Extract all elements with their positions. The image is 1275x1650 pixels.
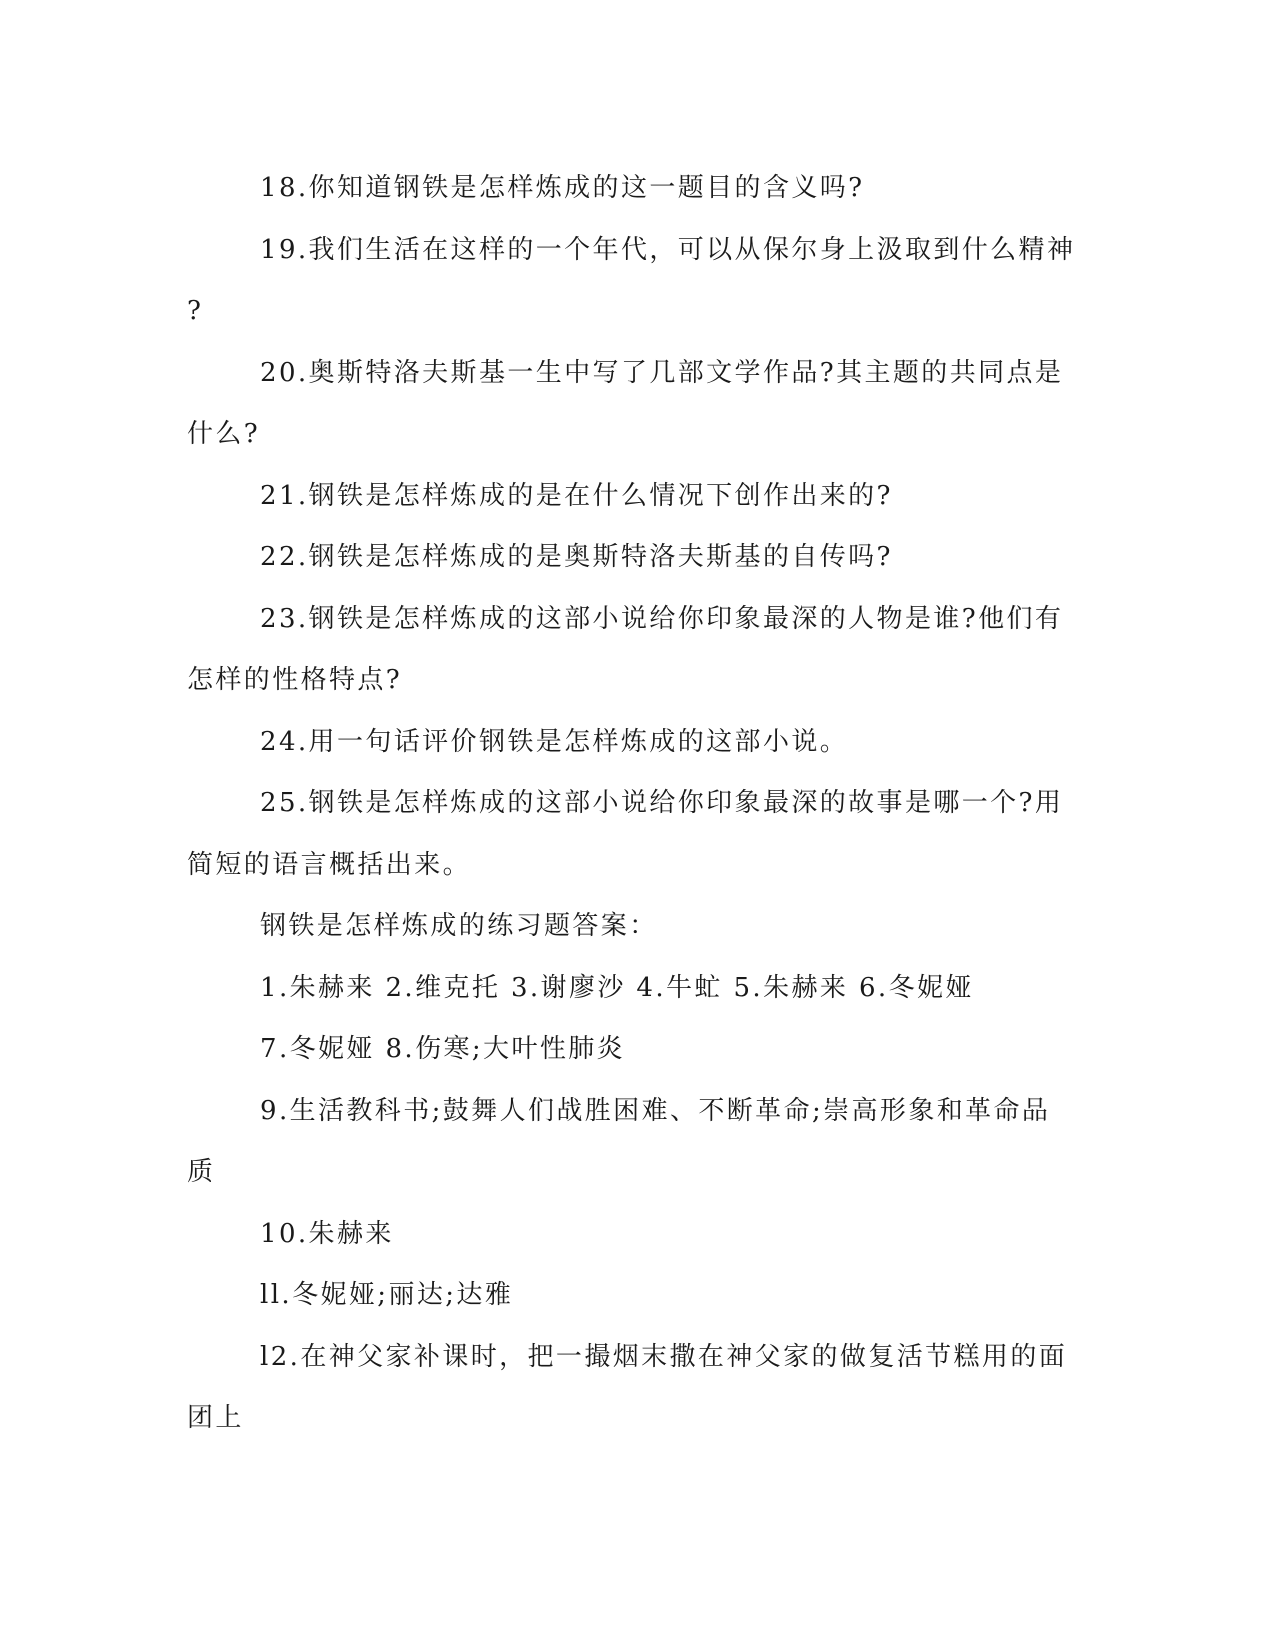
document-body [187,158,1087,1450]
question-23-continuation: 怎样的性格特点? [187,665,403,695]
question-19-continuation: ? [187,296,204,326]
question-18: 18.你知道钢铁是怎样炼成的这一题目的含义吗? [260,173,865,203]
answer-11: ll.冬妮娅;丽达;达雅 [260,1280,514,1310]
question-20: 20.奥斯特洛夫斯基一生中写了几部文学作品?其主题的共同点是 [260,357,1064,388]
question-21: 21.钢铁是怎样炼成的是在什么情况下创作出来的? [260,480,893,511]
answer-9: 9.生活教科书;鼓舞人们战胜困难、不断革命;崇高形象和革命品 [260,1095,1051,1126]
question-25: 25.钢铁是怎样炼成的这部小说给你印象最深的故事是哪一个?用 [260,788,1064,818]
answers-7-8: 7.冬妮娅 8.伤寒;大叶性肺炎 [260,1034,626,1064]
question-19: 19.我们生活在这样的一个年代，可以从保尔身上汲取到什么精神 [260,234,1076,265]
question-20-continuation: 什么? [187,419,261,449]
question-24: 24.用一句话评价钢铁是怎样炼成的这部小说。 [260,726,849,757]
question-25-continuation: 简短的语言概括出来。 [187,849,472,880]
answer-12-continuation: 团上 [187,1403,244,1433]
answer-10: 10.朱赫来 [260,1218,394,1249]
answers-1-6: 1.朱赫来 2.维克托 3.谢廖沙 4.牛虻 5.朱赫来 6.冬妮娅 [260,972,974,1003]
answer-12: l2.在神父家补课时，把一撮烟末撒在神父家的做复活节糕用的面 [260,1341,1068,1372]
question-23: 23.钢铁是怎样炼成的这部小说给你印象最深的人物是谁?他们有 [260,603,1064,634]
answers-heading: 钢铁是怎样炼成的练习题答案： [260,911,658,941]
question-22: 22.钢铁是怎样炼成的是奥斯特洛夫斯基的自传吗? [260,542,893,572]
answer-9-continuation: 质 [187,1157,216,1187]
